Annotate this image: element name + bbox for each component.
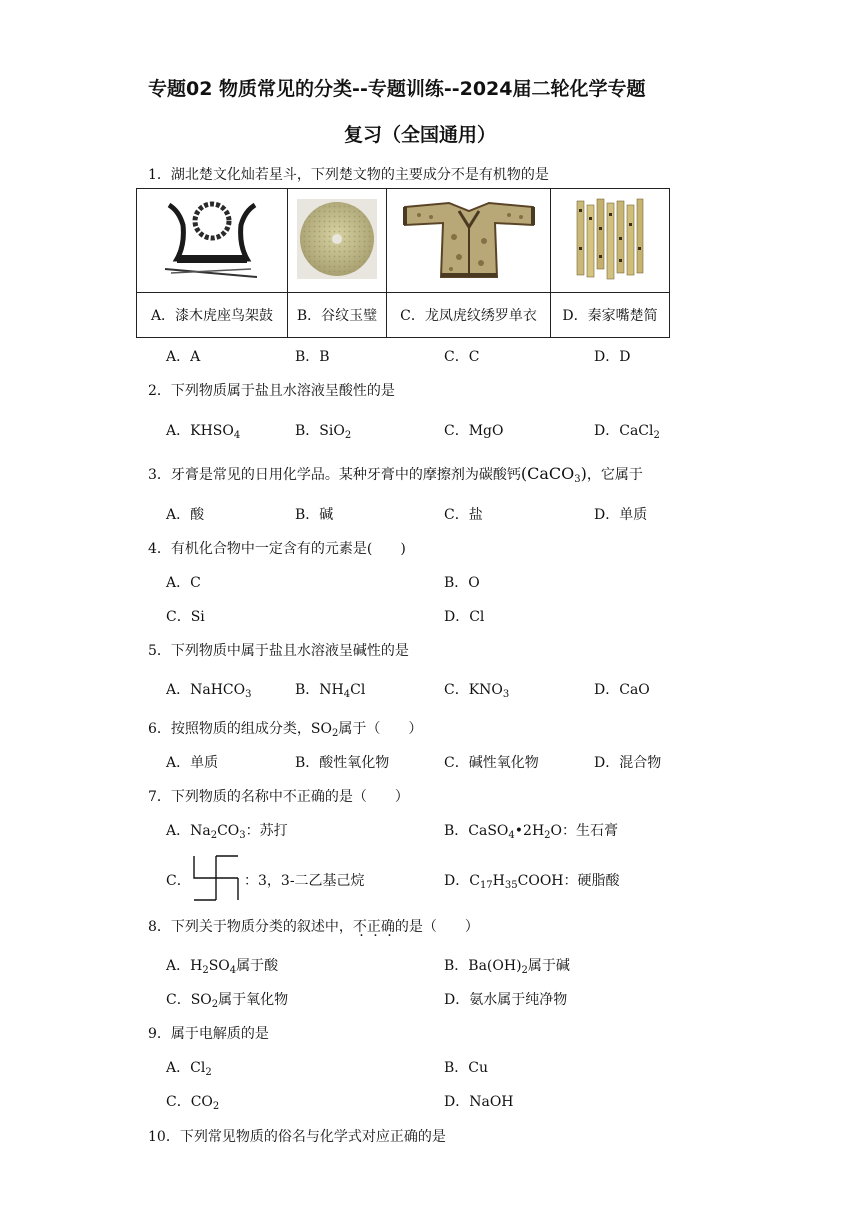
q1-option-a[interactable]: A．A (166, 349, 201, 365)
q7-option-c-text: ：3，3-二乙基己烷 (244, 873, 365, 889)
q1-option-c[interactable]: C．C (444, 349, 480, 365)
relic-caption-d: D．秦家嘴楚简 (551, 293, 670, 338)
q6-option-b[interactable]: B．酸性氧化物 (295, 755, 390, 771)
q3-option-c[interactable]: C．盐 (444, 507, 483, 523)
q3-option-d[interactable]: D．单质 (594, 507, 648, 523)
question-6-stem: 6．按照物质的组成分类，$SO_2$属于（ ） (148, 721, 423, 739)
q5-option-d[interactable]: D．CaO (594, 682, 650, 698)
q4-option-d[interactable]: D．Cl (444, 609, 485, 625)
relic-image-d (551, 189, 670, 293)
q6-option-a[interactable]: A．单质 (166, 755, 219, 771)
q1-option-d[interactable]: D．D (594, 349, 631, 365)
q8-option-b[interactable]: B．$Ba(OH)_2$属于碱 (444, 958, 570, 976)
question-2-stem: 2．下列物质属于盐且水溶液呈酸性的是 (148, 383, 395, 399)
question-8-stem: 8．下列关于物质分类的叙述中，不正确的是（ ） (148, 919, 479, 935)
q5-option-a[interactable]: A．NaHCO$_3$ (166, 682, 252, 700)
q2-option-a[interactable]: A．$KHSO_4$ (166, 423, 241, 441)
relic-caption-a: A．漆木虎座鸟架鼓 (137, 293, 288, 338)
q7-option-b[interactable]: B．$CaSO_4•2H_2O$：生石膏 (444, 823, 619, 841)
bamboo-slips-icon (575, 197, 645, 281)
question-4-stem: 4．有机化合物中一定含有的元素是( ) (148, 541, 406, 557)
q2-option-c[interactable]: C．MgO (444, 423, 504, 439)
q6-option-d[interactable]: D．混合物 (594, 755, 662, 771)
question-10-stem: 10．下列常见物质的俗名与化学式对应正确的是 (148, 1129, 446, 1145)
q5-option-b[interactable]: B．$NH_4Cl$ (295, 682, 366, 700)
q2-option-d[interactable]: D．CaCl$_2$ (594, 423, 660, 441)
skeletal-formula-icon (190, 854, 242, 902)
q7-option-a[interactable]: A．$Na_2CO_3$：苏打 (166, 823, 288, 841)
question-1-stem: 1．湖北楚文化灿若星斗，下列楚文物的主要成分不是有机物的是 (148, 167, 549, 183)
q4-option-c[interactable]: C．Si (166, 609, 205, 625)
relics-table (136, 188, 670, 338)
q8-option-a[interactable]: A．$H_2SO_4$属于酸 (166, 958, 279, 976)
q9-option-b[interactable]: B．Cu (444, 1060, 489, 1076)
relic-image-b (288, 189, 387, 293)
page-title-line1: 专题02 物质常见的分类--专题训练--2024届二轮化学专题 (148, 78, 646, 100)
q9-option-d[interactable]: D．NaOH (444, 1094, 514, 1110)
q3-option-b[interactable]: B．碱 (295, 507, 334, 523)
relic-caption-c: C．龙凤虎纹绣罗单衣 (387, 293, 551, 338)
embroidered-robe-icon (399, 197, 539, 281)
question-7-stem: 7．下列物质的名称中不正确的是（ ） (148, 789, 409, 805)
q4-option-a[interactable]: A．C (166, 575, 201, 591)
question-9-stem: 9．属于电解质的是 (148, 1026, 269, 1042)
q8-option-d[interactable]: D．氨水属于纯净物 (444, 992, 568, 1008)
relic-caption-b: B．谷纹玉璧 (288, 293, 387, 338)
drum-stand-icon (157, 197, 267, 281)
q5-option-c[interactable]: C．$KNO_3$ (444, 682, 510, 700)
q6-option-c[interactable]: C．碱性氧化物 (444, 755, 539, 771)
page-title-line2: 复习（全国通用） (344, 124, 497, 146)
q7-option-c[interactable]: C． (166, 873, 191, 889)
jade-disc-icon (297, 199, 377, 279)
q9-option-c[interactable]: C．$CO_2$ (166, 1094, 220, 1112)
q3-option-a[interactable]: A．酸 (166, 507, 205, 523)
q1-option-b[interactable]: B．B (295, 349, 330, 365)
q4-option-b[interactable]: B．O (444, 575, 480, 591)
question-5-stem: 5．下列物质中属于盐且水溶液呈碱性的是 (148, 643, 409, 659)
q8-option-c[interactable]: C．$SO_2$属于氧化物 (166, 992, 289, 1010)
relic-image-a (137, 189, 288, 293)
q2-option-b[interactable]: B．SiO$_2$ (295, 423, 352, 441)
q9-option-a[interactable]: A．$Cl_2$ (166, 1060, 212, 1078)
q7-option-d[interactable]: D．$C_{17}H_{35}COOH$：硬脂酸 (444, 873, 620, 891)
relic-image-c (387, 189, 551, 293)
question-3-stem: 3．牙膏是常见的日用化学品。某种牙膏中的摩擦剂为碳酸钙(CaCO$_3$)，它属于 (148, 464, 643, 485)
